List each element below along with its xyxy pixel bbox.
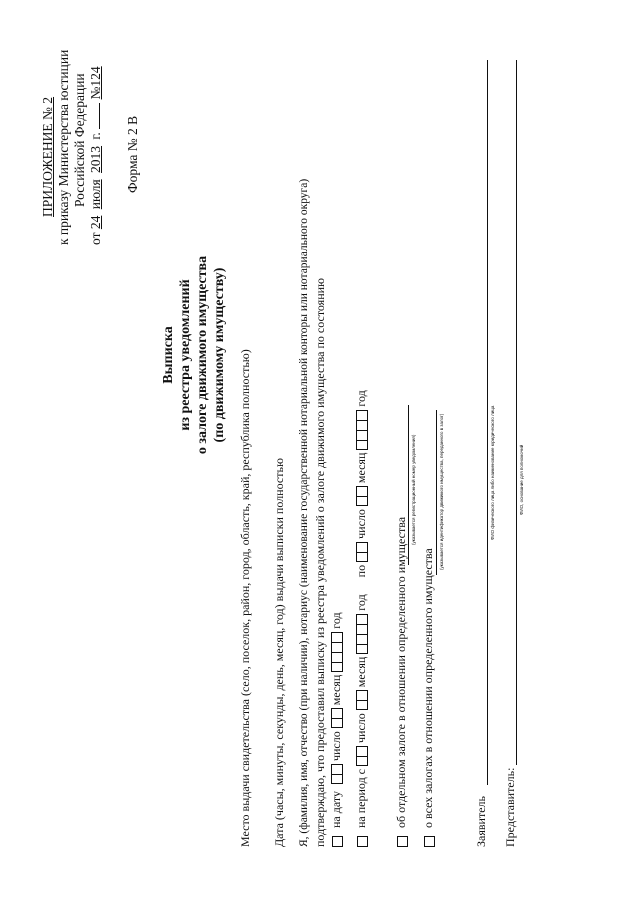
period-to-label: по	[354, 564, 368, 578]
place-of-issue-text: Место выдачи свидетельства (село, поселок, район, город, область, край, республика полностью)	[238, 349, 252, 847]
month-box[interactable]	[356, 486, 368, 496]
pledge1-hint: (указывается регистрационный номер уведомления)	[411, 434, 416, 545]
year-box[interactable]	[356, 420, 368, 430]
order-number: №124	[88, 66, 103, 100]
title-line3: о залоге движимого имущества	[195, 255, 210, 455]
applicant-hint: ФИО физического лица либо наименование юридического лица	[490, 405, 495, 540]
date-year-suffix: г.	[88, 132, 103, 140]
year-label: год	[354, 594, 368, 611]
date-prefix: от	[88, 232, 103, 245]
day-label: число	[329, 731, 343, 762]
appendix-line1: к приказу Министерства юстиции	[56, 49, 71, 245]
day-box[interactable]	[356, 746, 368, 756]
representative-line[interactable]	[516, 60, 517, 765]
title-line1: Выписка	[161, 326, 176, 384]
period-row	[354, 390, 369, 847]
day-box[interactable]	[356, 542, 368, 552]
year-box[interactable]	[356, 624, 368, 634]
year-label: год	[329, 612, 343, 629]
pledge1-line[interactable]	[408, 405, 409, 565]
on-date-checkbox[interactable]	[332, 836, 343, 847]
year-box[interactable]	[331, 642, 343, 652]
applicant-line[interactable]	[487, 60, 488, 785]
date-of-issue-text: Дата (часы, минуты, секунды, день, месяц, год) выдачи выписки полностью	[272, 458, 286, 847]
on-date-row	[329, 612, 344, 847]
appendix-date-line	[88, 50, 104, 245]
day-box[interactable]	[331, 764, 343, 774]
year-box[interactable]	[356, 644, 368, 654]
day-box[interactable]	[356, 552, 368, 562]
period-from-label: на период с	[354, 768, 368, 828]
day-box[interactable]	[331, 774, 343, 784]
month-label: месяц	[354, 656, 368, 688]
appendix-title: ПРИЛОЖЕНИЕ № 2	[40, 96, 55, 217]
year-label: год	[354, 390, 368, 407]
pledge2-checkbox[interactable]	[424, 836, 435, 847]
month-box[interactable]	[331, 708, 343, 718]
month-box[interactable]	[356, 690, 368, 700]
notary-text-line2: подтверждаю, что предоставил выписку из реестра уведомлений о залоге движимого имущества по состоянию	[313, 277, 327, 847]
year-box[interactable]	[356, 440, 368, 450]
appendix-line2: Российской Федерации	[72, 73, 87, 207]
year-box[interactable]	[356, 410, 368, 420]
month-label: месяц	[354, 452, 368, 484]
applicant-label: Заявитель	[474, 796, 488, 847]
month-box[interactable]	[331, 718, 343, 728]
month-label: месяц	[329, 674, 343, 706]
year-box[interactable]	[356, 430, 368, 440]
on-date-label: на дату	[329, 791, 343, 828]
blank-line	[99, 103, 100, 129]
day-box[interactable]	[356, 756, 368, 766]
year-box[interactable]	[331, 652, 343, 662]
month-box[interactable]	[356, 496, 368, 506]
pledge2-label: о всех залогах в отношении определенного имущества	[421, 548, 435, 828]
year-box[interactable]	[356, 614, 368, 624]
pledge2-line[interactable]	[436, 410, 437, 575]
date-day: 24	[88, 215, 103, 230]
notary-text-line1: Я, (фамилия, имя, отчество (при наличии), нотариус (наименование государственной нотариальной конторы или нотариального округа)	[298, 178, 310, 847]
year-box[interactable]	[331, 632, 343, 642]
period-checkbox[interactable]	[357, 836, 368, 847]
pledge-option-1	[394, 517, 409, 847]
title-line4: (по движимому имуществу)	[212, 267, 227, 443]
year-box[interactable]	[356, 634, 368, 644]
month-box[interactable]	[356, 700, 368, 710]
appendix-header	[40, 50, 104, 245]
title-line2: из реестра уведомлений	[178, 279, 193, 431]
pledge1-checkbox[interactable]	[397, 836, 408, 847]
representative-hint: ФИО, основание для полномочий	[519, 444, 524, 515]
date-month: июля	[88, 179, 103, 210]
pledge-option-2	[421, 548, 436, 847]
representative-label: Представитель:	[503, 767, 517, 847]
year-box[interactable]	[331, 662, 343, 672]
pledge2-hint: (указывается идентификатор движимого имущества, переданного в залог)	[439, 413, 444, 570]
pledge1-label: об отдельном залоге в отношении определенного имущества	[394, 516, 408, 828]
document-title	[160, 195, 228, 515]
day-label: число	[354, 509, 368, 539]
form-label: Форма № 2 В	[125, 115, 140, 193]
day-label: число	[354, 713, 368, 743]
date-year: 2013	[88, 145, 103, 173]
